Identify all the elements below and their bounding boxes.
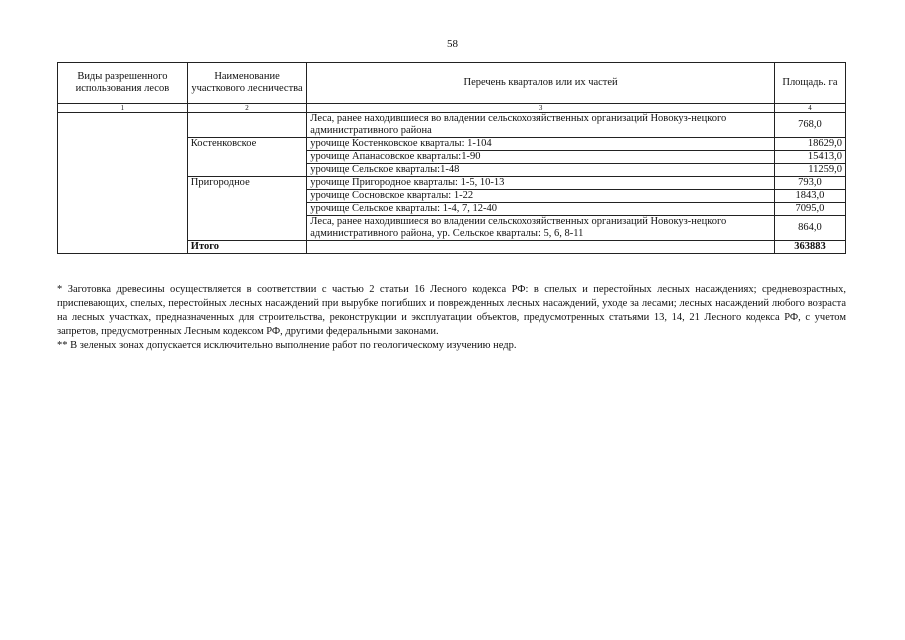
header-district: Наименование участкового лесничества xyxy=(187,63,306,104)
quarters-cell: урочище Сосновское кварталы: 1-22 xyxy=(307,190,775,203)
area-cell: 11259,0 xyxy=(774,164,845,177)
page-number: 58 xyxy=(447,38,458,50)
column-number: 4 xyxy=(774,104,845,113)
area-cell: 15413,0 xyxy=(774,151,845,164)
area-cell: 18629,0 xyxy=(774,138,845,151)
usage-type-cell xyxy=(58,113,188,254)
quarters-cell: Леса, ранее находившиеся во владении сельскохозяйственных организаций Новокуз-нецкого административного района, ур. Сельское кварталы: 5, 6, 8-11 xyxy=(307,216,775,241)
footnote-1: * Заготовка древесины осуществляется в соответствии с частью 2 статьи 16 Лесного кодекса РФ: в спелых и перестойных лесных насаждениях; средневозрастных, приспевающих, спелых, перестойных лесных насаждений при вырубке погибших и поврежденных лесных насаждений, уходе за лесами; лесных насаждений любого возраста на лесных участках, предназначенных для строительства, реконструкции и эксплуатации объектов, предусмотренных статьями 13, 14, 21 Лесного кодекса РФ, с учетом запретов, предусмотренных Лесным кодексом РФ, другими федеральными законами. xyxy=(57,284,846,337)
footnotes xyxy=(57,283,846,353)
quarters-cell: урочище Апанасовское кварталы:1-90 xyxy=(307,151,775,164)
area-cell: 7095,0 xyxy=(774,203,845,216)
total-empty-cell xyxy=(307,241,775,254)
table-header-row xyxy=(58,63,846,104)
area-cell: 793,0 xyxy=(774,177,845,190)
footnote-2: ** В зеленых зонах допускается исключительно выполнение работ по геологическому изучению недр. xyxy=(57,340,517,351)
column-number: 2 xyxy=(187,104,306,113)
quarters-cell: урочище Сельское кварталы:1-48 xyxy=(307,164,775,177)
quarters-cell: урочище Костенковское кварталы: 1-104 xyxy=(307,138,775,151)
district-cell: Пригородное xyxy=(187,177,306,241)
area-cell: 864,0 xyxy=(774,216,845,241)
column-number: 3 xyxy=(307,104,775,113)
header-usage-type: Виды разрешенного использования лесов xyxy=(58,63,188,104)
forest-quarters-table xyxy=(57,62,846,254)
table-row xyxy=(58,113,846,138)
district-cell: Костенковское xyxy=(187,138,306,177)
column-number-row xyxy=(58,104,846,113)
header-quarters: Перечень кварталов или их частей xyxy=(307,63,775,104)
quarters-cell: урочище Сельское кварталы: 1-4, 7, 12-40 xyxy=(307,203,775,216)
column-number: 1 xyxy=(58,104,188,113)
area-cell: 1843,0 xyxy=(774,190,845,203)
district-cell xyxy=(187,113,306,138)
quarters-cell: Леса, ранее находившиеся во владении сельскохозяйственных организаций Новокуз-нецкого административного района xyxy=(307,113,775,138)
header-area: Площадь. га xyxy=(774,63,845,104)
total-area: 363883 xyxy=(774,241,845,254)
total-label: Итого xyxy=(187,241,306,254)
area-cell: 768,0 xyxy=(774,113,845,138)
quarters-cell: урочище Пригородное кварталы: 1-5, 10-13 xyxy=(307,177,775,190)
